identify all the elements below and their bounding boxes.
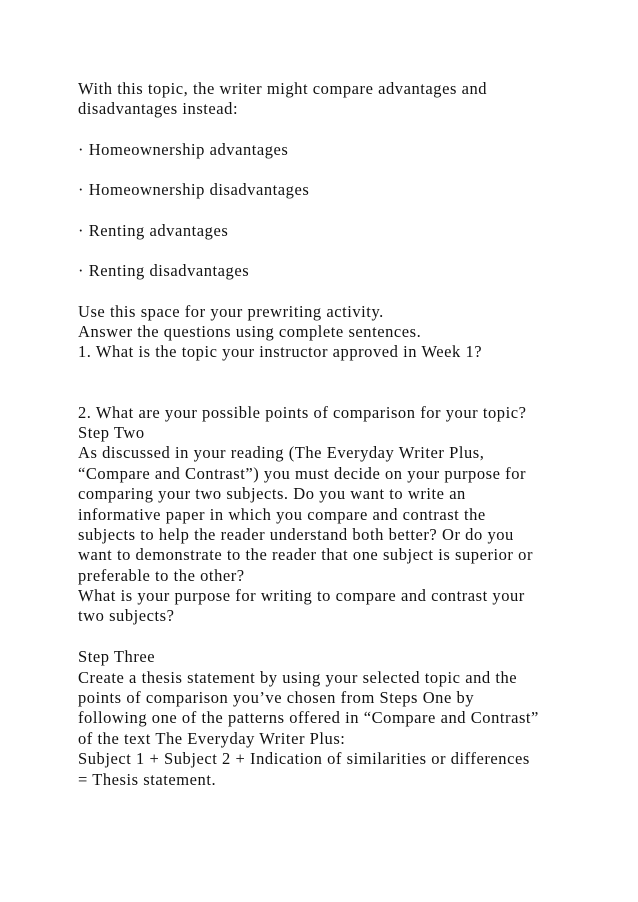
question-1: 1. What is the topic your instructor approved in Week 1? [78, 342, 483, 361]
prewriting-line: Use this space for your prewriting activity. [78, 302, 384, 321]
bullet-item: · Renting advantages [78, 221, 229, 240]
step-three-formula: = Thesis statement. [78, 770, 217, 789]
intro-line: With this topic, the writer might compare advantages and [78, 79, 488, 98]
bullet-item: · Homeownership advantages [78, 140, 289, 159]
step-three-line: following one of the patterns offered in “Compare and Contrast” [78, 708, 539, 727]
step-two-question: What is your purpose for writing to compare and contrast your [78, 586, 525, 605]
step-two-line: “Compare and Contrast”) you must decide on your purpose for [78, 464, 527, 483]
step-two-question: two subjects? [78, 606, 175, 625]
step-three-formula: Subject 1 + Subject 2 + Indication of similarities or differences [78, 749, 530, 768]
bullet-item: · Renting disadvantages [78, 261, 250, 280]
step-two-line: preferable to the other? [78, 566, 245, 585]
question-2: 2. What are your possible points of comparison for your topic? [78, 403, 527, 422]
bullet-item: · Homeownership disadvantages [78, 180, 310, 199]
step-two-line: want to demonstrate to the reader that one subject is superior or [78, 545, 533, 564]
step-three-heading: Step Three [78, 647, 156, 666]
step-two-line: As discussed in your reading (The Everyday Writer Plus, [78, 443, 485, 462]
step-three-line: points of comparison you’ve chosen from Steps One by [78, 688, 475, 707]
prewriting-line: Answer the questions using complete sentences. [78, 322, 422, 341]
step-two-line: informative paper in which you compare and contrast the [78, 505, 486, 524]
step-three-line: of the text The Everyday Writer Plus: [78, 729, 346, 748]
step-three-line: Create a thesis statement by using your selected topic and the [78, 668, 518, 687]
step-two-line: subjects to help the reader understand both better? Or do you [78, 525, 514, 544]
step-two-line: comparing your two subjects. Do you want to write an [78, 484, 466, 503]
step-two-heading: Step Two [78, 423, 145, 442]
intro-line: disadvantages instead: [78, 99, 239, 118]
